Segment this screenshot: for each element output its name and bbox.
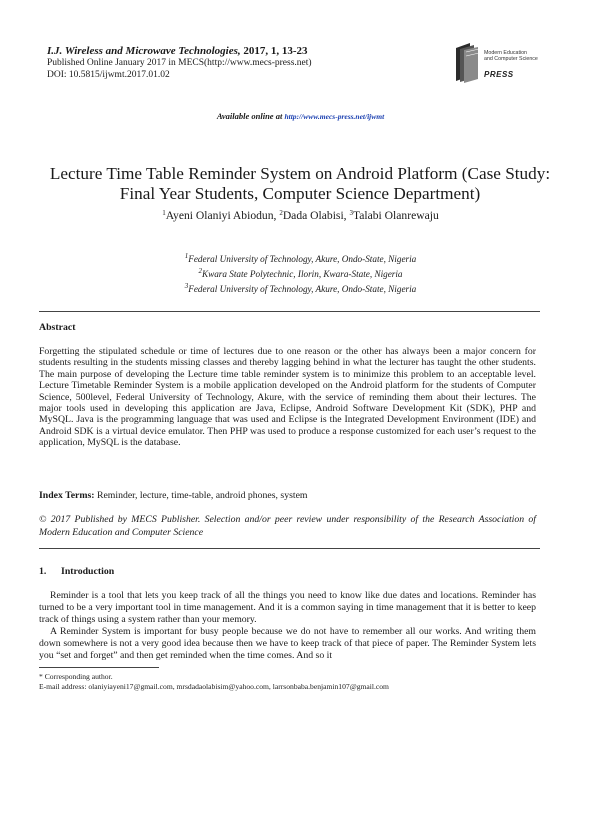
affiliation-1 (0, 250, 601, 265)
journal-volume: 2017, 1, 13-23 (243, 45, 308, 57)
abstract-heading: Abstract (39, 322, 76, 333)
logo-line-2: and Computer Science (484, 56, 538, 63)
footnote-divider (39, 667, 159, 668)
divider-top (39, 311, 540, 312)
abstract-text: Forgetting the stipulated schedule or time of lectures due to one reason or the other has always been a major concern for students resulting in the students missing classes and thereby lagging behind in what the lecturer has taught the other students. The main purpose of developing the Lecture time table reminder system is to minimize this problem to an acceptable level. Lecture Timetable Reminder System is a mobile application developed on the Android platform for the students of Computer Science, 500level, Federal University of Technology, Akure, with the service of reminding them about their lectures. The major tools used in developing this application are Java, Eclipse, Android Software Development Kit (SDK), PHP and MySQL. Java is the programming language that was used and Eclipse is the Integrated Development Environment (IDE) and Android SDK is a virtual device emulator. Then PHP was used to produce a response customized for each user’s request to the application, MySQL is the database. (39, 346, 536, 449)
divider-bottom (39, 548, 540, 549)
paper-title: Lecture Time Table Reminder System on Android Platform (Case Study: Final Year Students, Computer Science Department) (49, 164, 551, 203)
logo-press: PRESS (484, 70, 514, 79)
corresponding-author-note: * Corresponding author. (39, 672, 113, 681)
affiliation-3-sup: 3 (184, 282, 189, 290)
available-label: Available online at (216, 111, 283, 121)
index-terms (39, 490, 536, 501)
index-terms-text: Reminder, lecture, time-table, android phones, system (94, 490, 308, 501)
affiliation-3-text: Federal University of Technology, Akure, Ondo-State, Nigeria (188, 284, 417, 294)
logo-line-1: Modern Education (484, 50, 527, 56)
affiliation-3 (0, 280, 601, 295)
intro-paragraph-1: Reminder is a tool that lets you keep track of all the things you need to know like due dates and locations. Reminder has turned to be a very important tool in time management. And it is a common saying in time management that it is better to keep track of things using a system rather than your memory. (39, 590, 536, 625)
author-3: Talabi Olanrewaju (352, 209, 439, 222)
available-online (0, 111, 601, 121)
available-url-link[interactable]: http://www.mecs-press.net/ijwmt (284, 112, 385, 121)
affiliation-2-sup: 2 (198, 267, 202, 275)
journal-name: I.J. Wireless and Microwave Technologies, (47, 45, 241, 57)
affiliation-2 (0, 265, 601, 280)
published-online: Published Online January 2017 in MECS(http://www.mecs-press.net) (47, 58, 312, 68)
author-1: Ayeni Olaniyi Abiodun, (165, 209, 280, 222)
affiliation-1-text: Federal University of Technology, Akure, Ondo-State, Nigeria (188, 254, 417, 264)
affiliations (0, 250, 601, 295)
authors (0, 209, 601, 222)
author-2-sup: 2 (279, 209, 283, 217)
author-1-sup: 1 (162, 209, 166, 217)
author-3-sup: 3 (349, 209, 353, 217)
section-heading-introduction (39, 566, 114, 577)
journal-header (47, 44, 312, 81)
journal-citation (47, 44, 312, 58)
introduction-body (39, 590, 536, 661)
index-terms-label: Index Terms: (39, 490, 95, 501)
section-number: 1. (39, 566, 47, 577)
logo-text (484, 50, 538, 62)
doi: DOI: 10.5815/ijwmt.2017.01.02 (47, 69, 170, 80)
footnotes (39, 672, 389, 692)
affiliation-1-sup: 1 (184, 252, 189, 260)
section-title: Introduction (61, 566, 115, 577)
email-addresses: E-mail address: olaniyiayeni17@gmail.com, mrsdadaolabisim@yahoo.com, larrsonbaba.benjamin107@gmail.com (39, 682, 389, 691)
author-2: Dada Olabisi, (282, 209, 350, 222)
intro-paragraph-2: A Reminder System is important for busy people because we do not have to remember all our works. And writing them down somewhere is not a very good idea because then we have to keep track of that piece of paper. The Reminder System lets you “set and forget” and then get reminded when the time comes. And so it (39, 625, 536, 661)
affiliation-2-text: Kwara State Polytechnic, Ilorin, Kwara-State, Nigeria (201, 269, 403, 279)
copyright-notice: © 2017 Published by MECS Publisher. Selection and/or peer review under responsibility of the Research Association of Modern Education and Computer Science (39, 514, 536, 538)
